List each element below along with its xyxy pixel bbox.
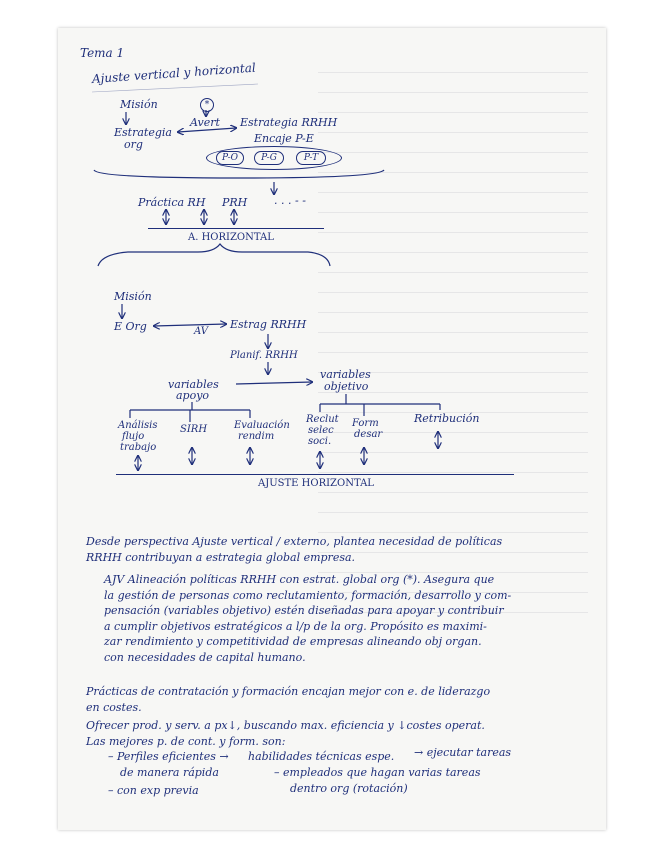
d1-practica-rh: Práctica RH [138,196,206,209]
apoyo-analisis-3: trabajo [120,442,157,453]
p1-line-2: RRHH contribuyan a estrategia global empresa. [86,550,356,564]
d1-avert: Avert [190,116,220,129]
p3-line-1: Prácticas de contratación y formación encajan mejor con e. de liderazgo [86,685,491,698]
d2-planif: Planif. RRHH [230,350,298,361]
paragraph-2 [104,572,511,665]
apoyo-analisis-1: Análisis [118,420,158,431]
objetivo-reclut-2: selec [308,425,334,436]
p1-line-1: Desde perspectiva Ajuste vertical / externo, plantea necesidad de políticas [86,535,503,548]
p2-line-5: zar rendimiento y competitividad de empresas alineando obj organ. [104,635,482,648]
paragraph-4 [86,718,485,749]
page-subtitle: Ajuste vertical y horizontal [91,60,257,86]
d2-variables-objetivo-2: objetivo [324,380,369,393]
pill-pg: P-G [254,151,284,165]
paragraph-1 [86,534,502,565]
d2-variables-apoyo-1: variables [168,378,219,391]
apoyo-evaluacion-2: rendim [238,431,275,442]
d2-mision: Misión [114,290,152,303]
list-item-2: – con exp previa [108,784,199,797]
p2-line-3: pensación (variables objetivo) estén diseñadas para apoyar y contribuir [104,604,504,617]
d1-estrategia: Estrategia [114,126,172,139]
objetivo-form-1: Form [352,418,379,429]
d1-estrategia-rrhh: Estrategia RRHH [240,116,338,129]
d2-horizontal-label: AJUSTE HORIZONTAL [258,478,374,489]
d1-mision: Misión [120,98,158,111]
d2-e-org: E Org [114,320,147,333]
p4-line-1: Ofrecer prod. y serv. a px↓, buscando max. eficiencia y ↓costes operat. [86,719,485,732]
pill-po: P-O [216,151,244,165]
objetivo-reclut-1: Reclut [306,414,339,425]
p3-line-2: en costes. [86,700,142,714]
d2-variables-apoyo-2: apoyo [176,389,210,402]
objetivo-reclut-3: soci. [308,436,332,447]
d2-estrag-rrhh: Estrag RRHH [230,318,307,331]
objetivo-form-2: desar [354,429,383,440]
d2-variables-objetivo-1: variables [320,368,371,381]
d1-prh: PRH [222,196,248,209]
pill-pt: P-T [296,151,326,165]
p4-line-2: Las mejores p. de cont. y form. son: [86,734,286,748]
d1-encaje: Encaje P-E [254,132,314,145]
p2-line-2: la gestión de personas como reclutamiento, formación, desarrollo y com- [104,588,512,602]
notebook-page [58,28,606,830]
list-item-1b: habilidades técnicas espe. [248,750,395,763]
p2-line-1: AJV Alineación políticas RRHH con estrat. global org (*). Asegura que [104,573,495,586]
d1-horizontal-label: A. HORIZONTAL [188,232,274,243]
p2-line-6: con necesidades de capital humano. [104,650,306,664]
apoyo-analisis-2: flujo [122,431,145,442]
star-circle: * [200,98,214,112]
d2-horizontal-line [116,474,514,475]
d2-av: AV [194,326,208,337]
list-item-3b: dentro org (rotación) [290,782,408,795]
p2-line-4: a cumplir objetivos estratégicos a l/p de la org. Propósito es maximi- [104,619,487,633]
apoyo-evaluacion-1: Evaluación [234,420,290,431]
d1-org: org [124,138,143,151]
objetivo-retribucion: Retribución [414,412,480,425]
page-title: Tema 1 [80,46,125,60]
paragraph-3 [86,684,490,715]
list-item-3a: – empleados que hagan varias tareas [274,766,481,779]
d1-dots: . . . - - [274,194,306,207]
list-item-1c: → ejecutar tareas [414,746,512,759]
list-item-1d: de manera rápida [120,766,219,779]
d1-horizontal-line [148,228,324,229]
list-item-1a: – Perfiles eficientes → [108,750,229,763]
apoyo-sirh: SIRH [180,424,208,435]
